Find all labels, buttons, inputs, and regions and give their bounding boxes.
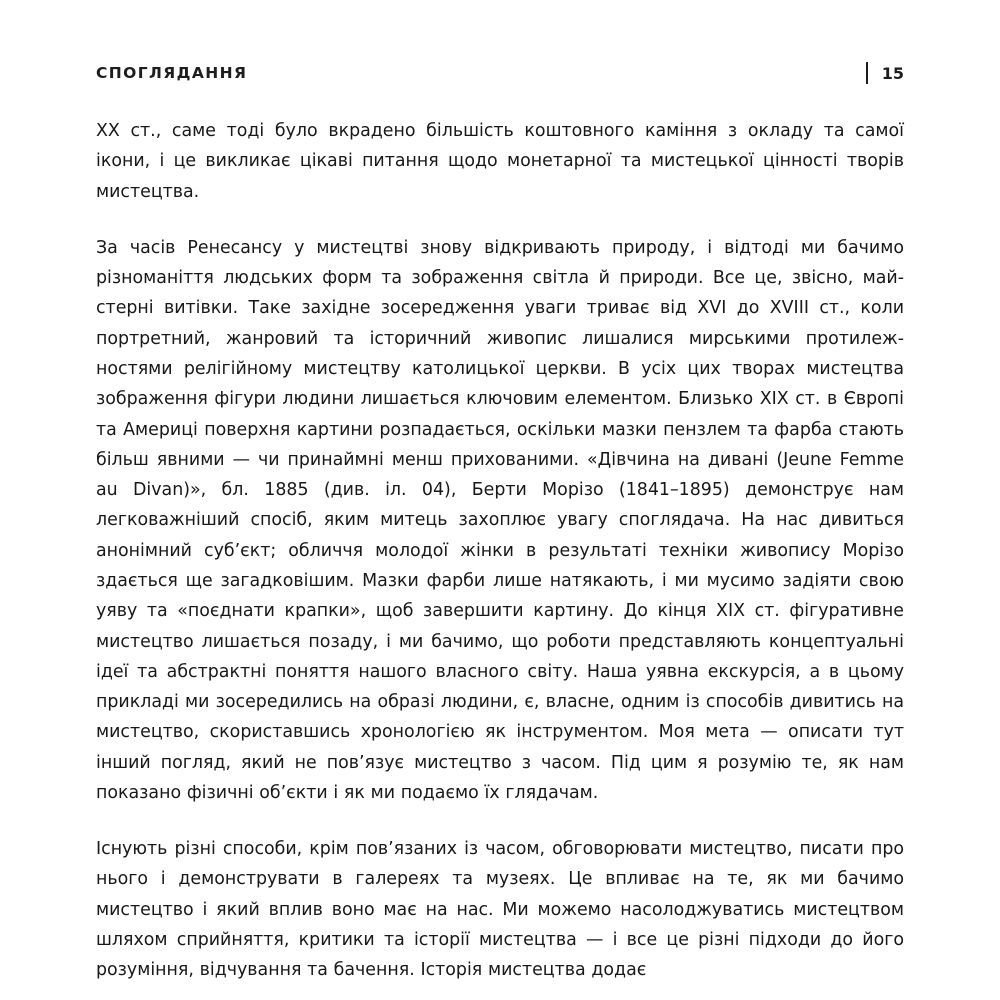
paragraph: За часів Ренесансу у мистецтві знову відкривають природу, і відтоді ми бачимо різноманіття людських форм та зображення світла й природи. Все це, звісно, майстерні витівки. Таке західне зосередження уваги триває від XVI до XVIII ст., коли портретний, жанровий та історичний живопис лишалися мирськими протилежностями релігійному мистецтву католицької церкви. В усіх цих творах мистецтва зображення фігури людини лишається ключовим елементом. Близько XIX ст. в Європі та Америці поверхня картини розпадається, оскільки мазки пензлем та фарба стають більш явними — чи принаймні менш прихованими. «Дівчина на дивані (Jeune Femme au Divan)», бл. 1885 (див. іл. 04), Берти Морізо (1841–1895) демонструє нам легковажніший спосіб, яким митець захоплює увагу споглядача. На нас дивиться анонімний суб’єкт; обличчя молодої жінки в результаті техніки живопису Морізо здається ще загадковішим. Мазки фарби лише натякають, і ми мусимо задіяти свою уяву та «поєднати крапки», щоб завершити картину. До кінця XIX ст. фігуративне мистецтво лишається позаду, і ми бачимо, що роботи представляють концептуальні ідеї та абстрактні поняття нашого власного світу. Наша уявна екскурсія, а в цьому прикладі ми зосередились на образі людини, є, власне, одним із способів дивитись на мистецтво, скориставшись хронологією як інструментом. Моя мета — описати тут інший погляд, який не пов’язує мистецтво з часом. Під цим я розумію те, як нам показано фізичні об’єкти і як ми подаємо їх глядачам. xyxy=(96,237,904,803)
folio-divider-rule xyxy=(866,62,868,84)
paragraph: XX ст., саме тоді було вкрадено більшість коштовного каміння з окладу та самої ікони, і це викликає цікаві питання щодо монетарної та мистецької цінності творів мистецтва. xyxy=(96,121,904,202)
body-text xyxy=(96,116,904,986)
page-number: 15 xyxy=(881,63,904,83)
running-head xyxy=(96,56,904,90)
folio-group xyxy=(866,62,904,84)
running-head-title: СПОГЛЯДАННЯ xyxy=(96,64,248,82)
paragraph: Існують різні способи, крім пов’язаних із часом, обговорювати мистецтво, писати про нього і демонструвати в галереях та музеях. Це впливає на те, як ми бачимо мистецтво і який вплив воно має на нас. Ми можемо насолоджуватись мистецтвом шляхом сприйняття, критики та історії мистецтва — і все це різні підходи до його розуміння, відчування та бачення. Історія мистецтва додає xyxy=(96,839,904,981)
